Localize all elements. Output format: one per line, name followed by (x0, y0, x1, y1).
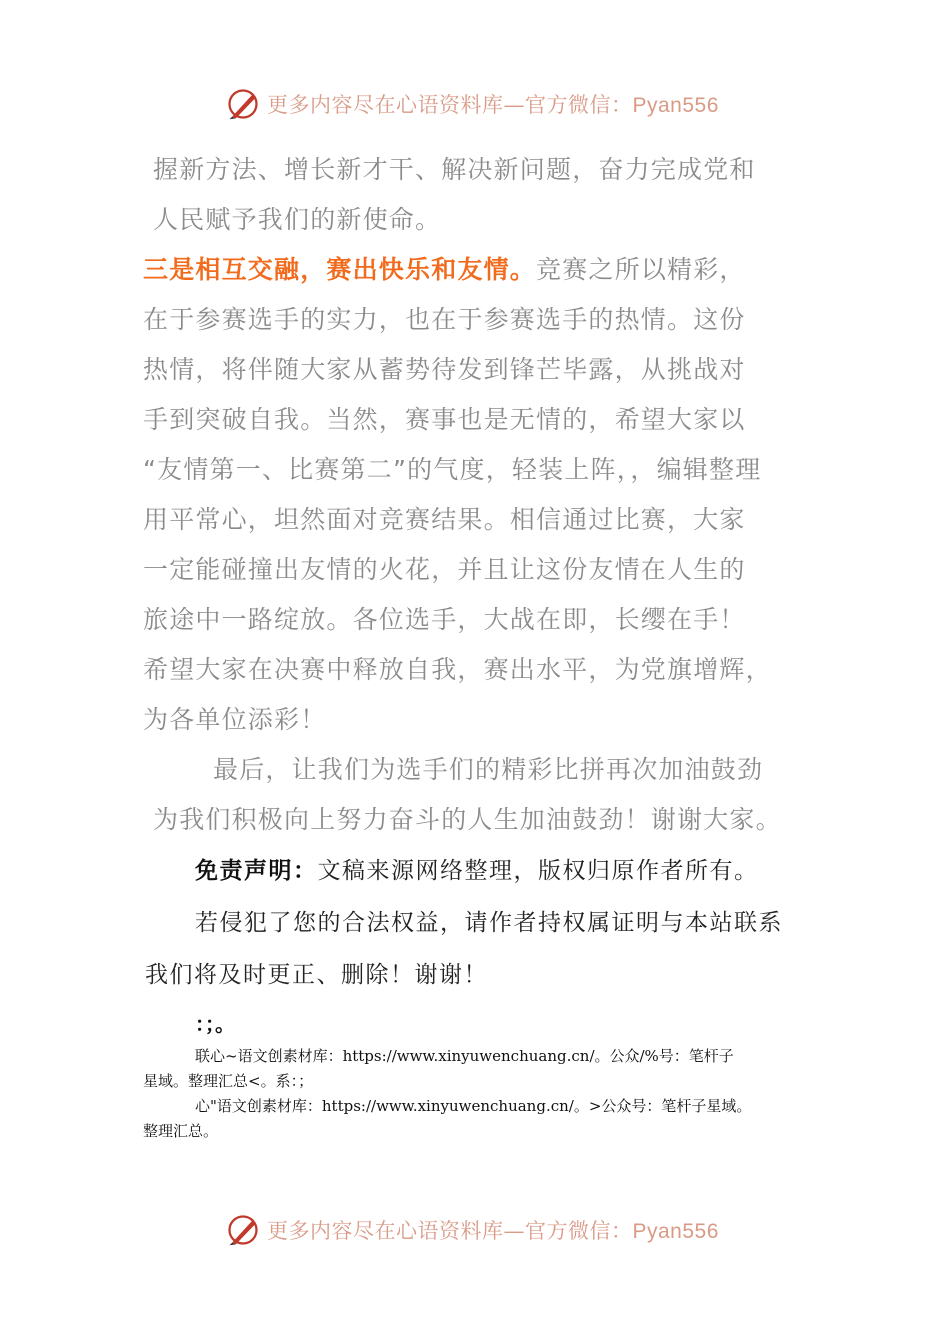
body-line: 希望大家在决赛中释放自我，赛出水平，为党旗增辉， (143, 655, 772, 684)
body-line: 手到突破自我。当然，赛事也是无情的，希望大家以 (143, 405, 746, 434)
disclaimer-text: 文稿来源网络整理，版权归原作者所有。 (317, 858, 759, 884)
disclaimer-label: 免责声明： (195, 858, 318, 884)
note-line: 整理汇总。 (143, 1122, 219, 1140)
disclaimer-line: 我们将及时更正、删除！谢谢！ (145, 962, 488, 988)
body-line: 最后，让我们为选手们的精彩比拼再次加油鼓劲 (213, 755, 764, 784)
pen-logo-icon (225, 1212, 261, 1248)
footer-banner (225, 1210, 725, 1250)
pen-logo-icon (225, 86, 261, 122)
body-line: 旅途中一路绽放。各位选手，大战在即，长缨在手！ (143, 605, 746, 634)
section-heading-line (143, 250, 746, 286)
punct-line: ：；。 (195, 1012, 235, 1036)
body-line: 为我们积极向上努力奋斗的人生加油鼓劲！谢谢大家。 (153, 805, 782, 834)
banner-wechat-id: Pyan556 (632, 1220, 719, 1243)
note-line: 星域。整理汇总<。系：； (143, 1072, 314, 1090)
note-line: 心"语文创素材库：https://www.xinyuwenchuang.cn/。>公众号：笔杆子星域。 (195, 1097, 752, 1115)
banner-wechat-id: Pyan556 (632, 94, 719, 117)
body-line: “友情第一、比赛第二”的气度，轻装上阵，，编辑整理 (143, 455, 762, 484)
note-line: 联心~语文创素材库：https://www.xinyuwenchuang.cn/。公众/%号：笔杆子 (195, 1047, 734, 1065)
banner-text (267, 1215, 719, 1245)
body-line: 握新方法、增长新才干、解决新问题，奋力完成党和 (153, 155, 756, 184)
body-line: 热情，将伴随大家从蓄势待发到锋芒毕露，从挑战对 (143, 355, 746, 384)
disclaimer-line: 若侵犯了您的合法权益，请作者持权属证明与本站联系 (195, 910, 783, 936)
disclaimer-line (195, 852, 759, 885)
body-line: 人民赋予我们的新使命。 (153, 205, 442, 234)
body-line: 在于参赛选手的实力，也在于参赛选手的热情。这份 (143, 305, 746, 334)
body-line: 为各单位添彩！ (143, 705, 327, 734)
header-banner (225, 84, 725, 124)
banner-title: 更多内容尽在心语资料库—官方微信： (267, 1219, 633, 1243)
banner-text (267, 89, 719, 119)
body-line: 一定能碰撞出友情的火花，并且让这份友情在人生的 (143, 555, 746, 584)
body-line-rest: 竞赛之所以精彩， (536, 255, 746, 284)
banner-title: 更多内容尽在心语资料库—官方微信： (267, 93, 633, 117)
section-heading: 三是相互交融，赛出快乐和友情。 (143, 255, 537, 284)
body-line: 用平常心，坦然面对竞赛结果。相信通过比赛，大家 (143, 505, 746, 534)
